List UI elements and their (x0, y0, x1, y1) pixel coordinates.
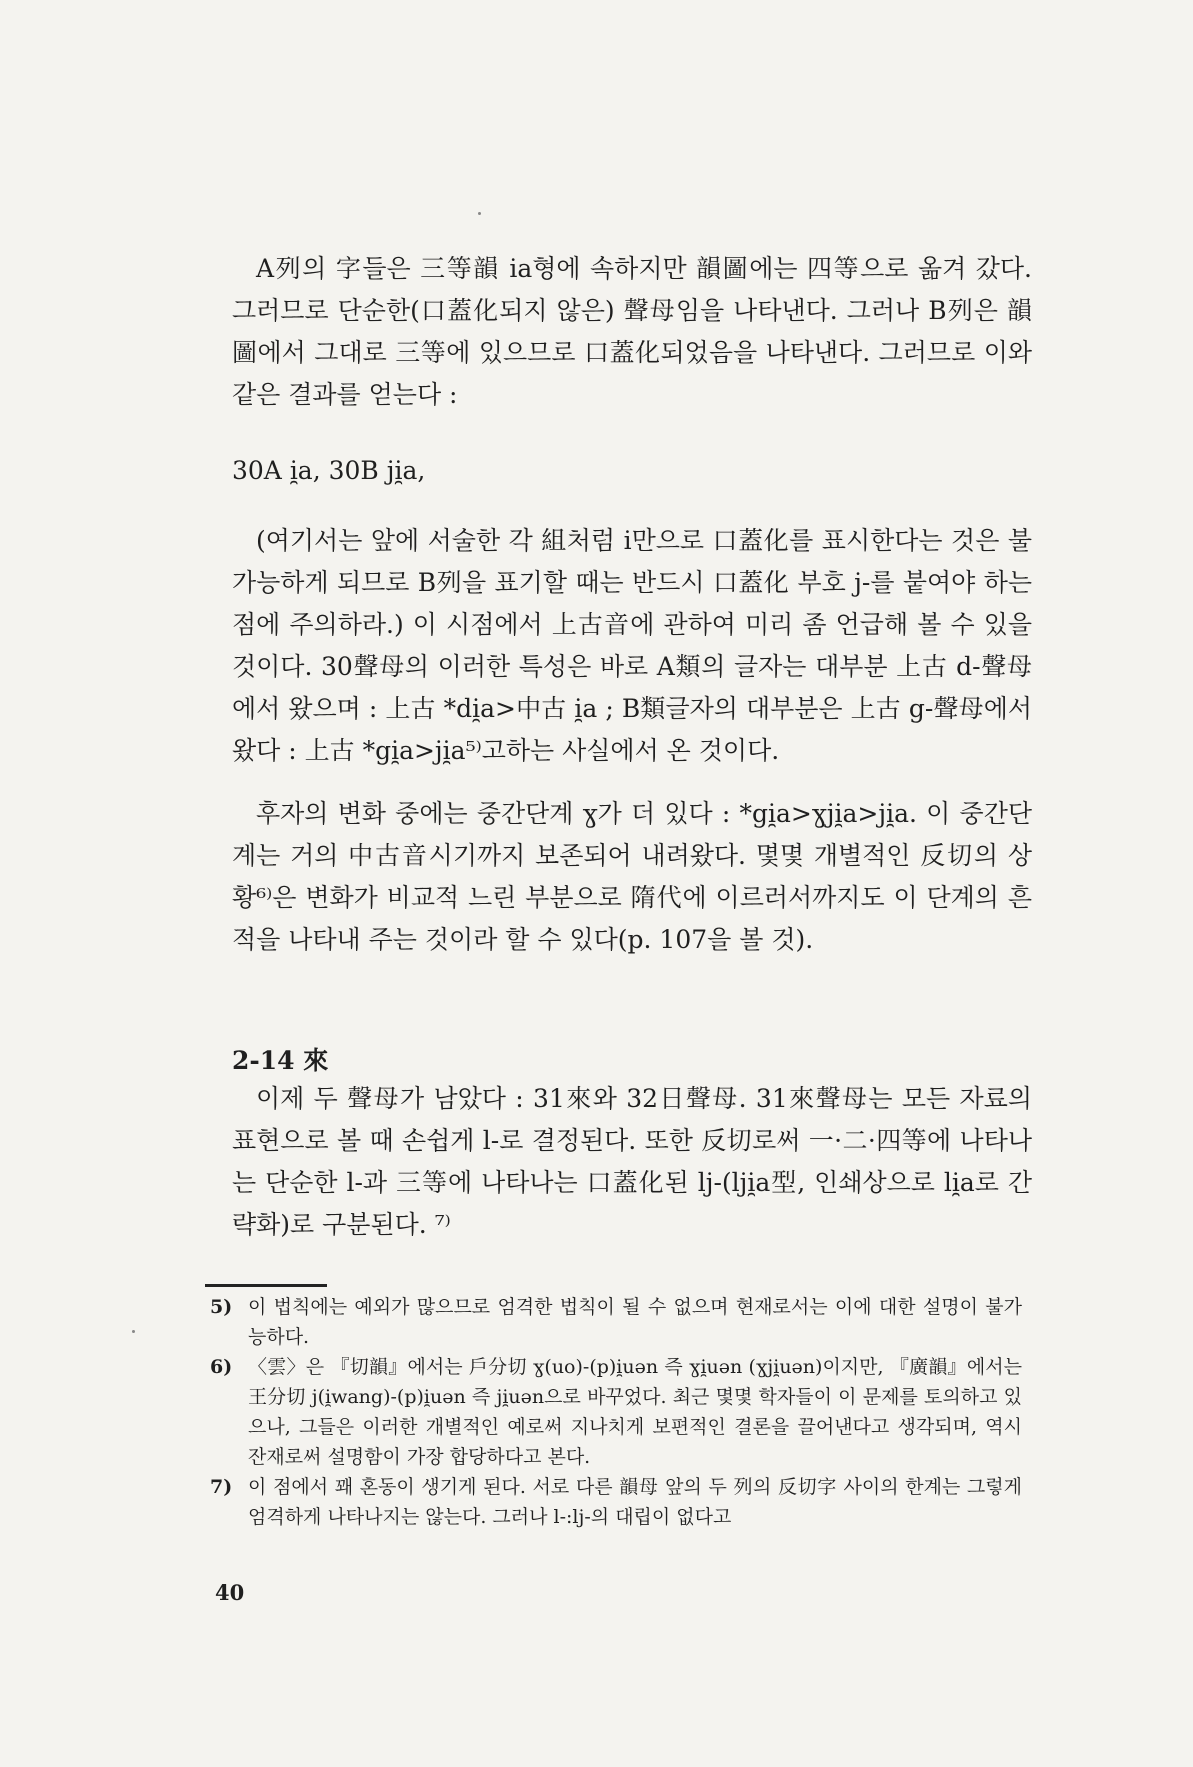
footnote-text: 이 점에서 꽤 혼동이 생기게 된다. 서로 다른 韻母 앞의 두 列의 反切字 사이의 한계는 그렇게 엄격하게 나타나지는 않는다. 그러나 l-:lj-의 대립이 없다고 (248, 1476, 1022, 1528)
footnote-number: 5) (210, 1296, 233, 1318)
section-heading: 2-14 來 (232, 1046, 329, 1075)
footnote-number: 6) (210, 1356, 233, 1378)
paragraph-2: (여기서는 앞에 서술한 각 組처럼 i만으로 口蓋化를 표시한다는 것은 불가능하게 되므로 B列을 표기할 때는 반드시 口蓋化 부호 j-를 붙여야 하는 점에 주의하라.) 이 시점에서 上古音에 관하여 미리 좀 언급해 볼 수 있을 것이다. 30聲母의 이러한 특성은 바로 A類의 글자는 대부분 上古 d-聲母에서 왔으며 : 上古 *di̯a>中古 i̯a ; B類글자의 대부분은 上古 g-聲母에서 왔다 : 上古 *gi̯a>ji̯a⁵⁾고하는 사실에서 온 것이다. (232, 526, 1032, 765)
footnote-text: 〈雲〉은 『切韻』에서는 戶分切 ɣ(uo)-(p)i̯uən 즉 ɣi̯uən (ɣji̯uən)이지만, 『廣韻』에서는 王分切 j(i̯wang)-(p)i̯uən 즉 ji̯uən으로 바꾸었다. 최근 몇몇 학자들이 이 문제를 토의하고 있으나, 그들은 이러한 개별적인 예로써 지나치게 보편적인 결론을 끌어낸다고 생각되며, 역시 잔재로써 설명함이 가장 합당하다고 본다. (248, 1356, 1022, 1468)
page-number: 40 (215, 1580, 245, 1605)
footnotes (210, 1292, 1022, 1532)
footnote-text: 이 법칙에는 예외가 많으므로 엄격한 법칙이 될 수 없으며 현재로서는 이에 대한 설명이 불가능하다. (248, 1296, 1022, 1348)
paragraph-4: 이제 두 聲母가 남았다 : 31來와 32日聲母. 31來聲母는 모든 자료의 표현으로 볼 때 손쉽게 l-로 결정된다. 또한 反切로써 一·二·四等에 나타나는 단순한 l-과 三等에 나타나는 口蓋化된 lj-(lji̯a型, 인쇄상으로 li̯a로 간략화)로 구분된다. ⁷⁾ (232, 1084, 1032, 1239)
scan-speck (132, 1330, 135, 1333)
formula-line: 30A i̯a, 30B ji̯a, (232, 456, 426, 485)
footnote-7 (210, 1472, 1022, 1532)
paragraph-1: A列의 字들은 三等韻 ia형에 속하지만 韻圖에는 四等으로 옮겨 갔다. 그러므로 단순한(口蓋化되지 않은) 聲母임을 나타낸다. 그러나 B列은 韻圖에서 그대로 三等에 있으므로 口蓋化되었음을 나타낸다. 그러므로 이와 같은 결과를 얻는다 : (232, 254, 1032, 409)
paragraph-3: 후자의 변화 중에는 중간단계 ɣ가 더 있다 : *gi̯a>ɣji̯a>ji̯a. 이 중간단계는 거의 中古音시기까지 보존되어 내려왔다. 몇몇 개별적인 反切의 상황⁶⁾은 변화가 비교적 느린 부분으로 隋代에 이르러서까지도 이 단계의 흔적을 나타내 주는 것이라 할 수 있다(p. 107을 볼 것). (232, 799, 1032, 954)
footnote-5 (210, 1292, 1022, 1352)
footnote-divider (205, 1284, 327, 1287)
footnote-6 (210, 1352, 1022, 1472)
footnote-number: 7) (210, 1476, 233, 1498)
scan-speck (478, 212, 481, 215)
